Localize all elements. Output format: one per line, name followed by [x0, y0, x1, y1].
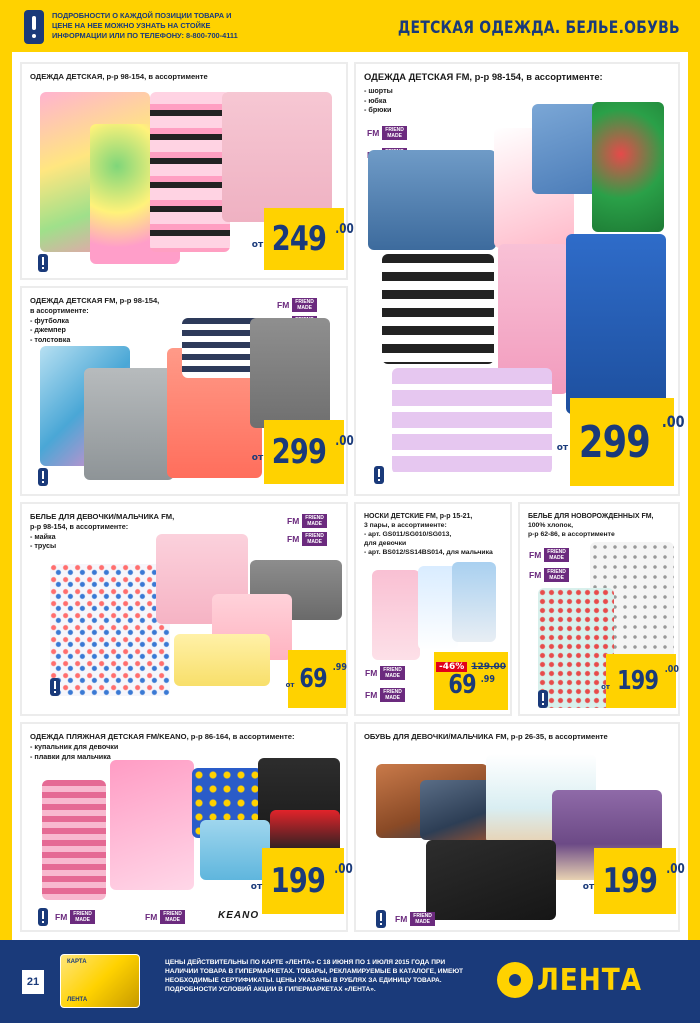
bikini-photo: [110, 760, 194, 890]
product-details: - купальник для девочки - плавки для мальчика: [30, 742, 119, 761]
header-notice: ПОДРОБНОСТИ О КАЖДОЙ ПОЗИЦИИ ТОВАРА И ЦЕНЕ НА НЕЕ МОЖНО УЗНАТЬ НА СТОЙКЕ ИНФОРМАЦИИ ИЛИ ПО ТЕЛЕФОНУ: 8-800-700-4111: [52, 11, 238, 40]
product-title: НОСКИ ДЕТСКИЕ FM, р-р 15-21,: [364, 513, 473, 520]
green-shorts-photo: [592, 102, 664, 232]
price-tag: от 249 .00: [264, 208, 344, 270]
page-title: ДЕТСКАЯ ОДЕЖДА. БЕЛЬЕ.ОБУВЬ: [398, 18, 680, 38]
fm-friend-made-logo: FM FRIEND MADE: [362, 666, 405, 680]
blue-trunks-photo: [200, 820, 270, 880]
info-exclamation-icon: [538, 690, 548, 708]
price-tag: от 299 .00: [264, 420, 344, 484]
tank-top-photo: [50, 564, 170, 696]
product-title: БЕЛЬЕ ДЛЯ ДЕВОЧКИ/МАЛЬЧИКА FM,: [30, 512, 175, 521]
panel-socks[interactable]: [354, 502, 512, 716]
denim-shorts-photo: [368, 150, 496, 250]
boys-socks-pack-photo: [452, 562, 496, 642]
price-tag: от 199 .00: [594, 848, 676, 914]
hooded-tshirt-photo: [84, 368, 174, 480]
panel-fm-bottoms[interactable]: [354, 62, 685, 496]
sweater-photo: [222, 92, 332, 222]
loyalty-card-image: КАРТА ЛЕНТА: [60, 954, 140, 1008]
fm-friend-made-logo: FM FRIEND MADE: [284, 514, 327, 528]
price-tag: от 199 .00: [262, 848, 344, 914]
product-details: в ассортименте: - футболка - джемпер - толстовка: [30, 306, 89, 344]
product-title: ОДЕЖДА ДЕТСКАЯ, р-р 98-154, в ассортименте: [30, 72, 208, 81]
page-header: [0, 0, 700, 52]
fm-friend-made-logo: FM FRIEND MADE: [142, 910, 185, 924]
discount-badge: -46%: [436, 662, 467, 672]
fm-friend-made-logo: FM FRIEND MADE: [284, 532, 327, 546]
old-price: 129.00: [471, 662, 506, 672]
panel-underwear[interactable]: [20, 502, 348, 716]
panel-beachwear[interactable]: [20, 722, 353, 932]
product-title: ОДЕЖДА ДЕТСКАЯ FM, р-р 98-154,: [30, 296, 160, 305]
flip-flops-photo: [426, 840, 556, 920]
fm-friend-made-logo: FM FRIEND MADE: [274, 298, 317, 312]
keano-logo: KEANO: [218, 910, 260, 921]
panel-newborn[interactable]: [518, 502, 680, 716]
product-details: - шорты - юбка - брюки: [364, 86, 393, 114]
panel-kids-clothes[interactable]: [20, 62, 354, 280]
info-exclamation-icon: [50, 678, 60, 696]
girls-briefs-photo: [174, 634, 270, 686]
girls-socks-pack-photo: [372, 570, 420, 660]
fm-friend-made-logo: FM FRIEND MADE: [526, 548, 569, 562]
blue-trousers-photo: [566, 234, 666, 414]
lenta-logo: ЛЕНТА: [497, 962, 656, 998]
info-exclamation-icon: [38, 254, 48, 272]
tiered-skirt-photo: [392, 368, 552, 474]
product-title: БЕЛЬЕ ДЛЯ НОВОРОЖДЕННЫХ FM,: [528, 513, 654, 520]
fm-friend-made-logo: FM FRIEND MADE: [362, 688, 405, 702]
panel-shoes[interactable]: [354, 722, 685, 932]
info-exclamation-icon: [374, 466, 384, 484]
grey-jumper-photo: [250, 318, 330, 428]
catalog-content: [12, 52, 688, 940]
price-tag: от 299 .00: [570, 398, 674, 486]
info-exclamation-icon: [38, 908, 48, 926]
striped-skirt-photo: [382, 254, 494, 364]
product-details: 100% хлопок, р-р 62-86, в ассортименте: [528, 522, 615, 538]
product-title: ОДЕЖДА ДЕТСКАЯ FM, р-р 98-154, в ассортименте:: [364, 71, 603, 82]
fm-friend-made-logo: FM FRIEND MADE: [526, 568, 569, 582]
sunflower-icon: [497, 962, 533, 998]
info-exclamation-icon: [24, 10, 44, 44]
swimsuit-photo: [42, 780, 106, 900]
fm-friend-made-logo: FM FRIEND MADE: [364, 126, 407, 140]
product-title: ОДЕЖДА ПЛЯЖНАЯ ДЕТСКАЯ FM/KEANO, р-р 86-164, в ассортименте:: [30, 732, 295, 741]
product-details: р-р 98-154, в ассортименте: - майка - трусы: [30, 522, 129, 550]
page-footer: [0, 940, 700, 1023]
ruffle-dress-photo: [150, 92, 230, 252]
product-details: 3 пары, в ассортименте: - арт. GS011/SG010/SG013, для девочки - арт. BS012/SS14BS014, для мальчика: [364, 522, 493, 556]
footer-disclaimer: ЦЕНЫ ДЕЙСТВИТЕЛЬНЫ ПО КАРТЕ «ЛЕНТА» С 18 ИЮНЯ ПО 1 ИЮЛЯ 2015 ГОДА ПРИ НАЛИЧИИ ТОВАРА В ГИПЕРМАРКЕТАХ. ТОВАРЫ, РЕКЛАМИРУЕМЫЕ В КАТАЛОГЕ, ИМЕЮТ НЕОБХОДИМЫЕ СЕРТИФИКАТЫ. ЦЕНЫ УКАЗАНЫ В РУБЛЯХ ЗА ЕДИНИЦУ ТОВАРА. ПОДРОБНОСТИ УСЛОВИЙ АКЦИИ В ГИПЕРМАРКЕТАХ «ЛЕНТА».: [165, 959, 464, 993]
fm-friend-made-logo: FM FRIEND MADE: [52, 910, 95, 924]
panel-fm-tops[interactable]: [20, 286, 354, 496]
price-tag: от 199 .00: [606, 654, 676, 708]
price-tag: от 69 .99: [288, 650, 346, 708]
page-number: 21: [22, 970, 44, 994]
info-exclamation-icon: [376, 910, 386, 928]
fm-friend-made-logo: FM FRIEND MADE: [392, 912, 435, 926]
price-tag: -46% 129.00 69 .99: [434, 652, 508, 710]
product-title: ОБУВЬ ДЛЯ ДЕВОЧКИ/МАЛЬЧИКА FM, р-р 26-35, в ассортименте: [364, 732, 608, 741]
info-exclamation-icon: [38, 468, 48, 486]
